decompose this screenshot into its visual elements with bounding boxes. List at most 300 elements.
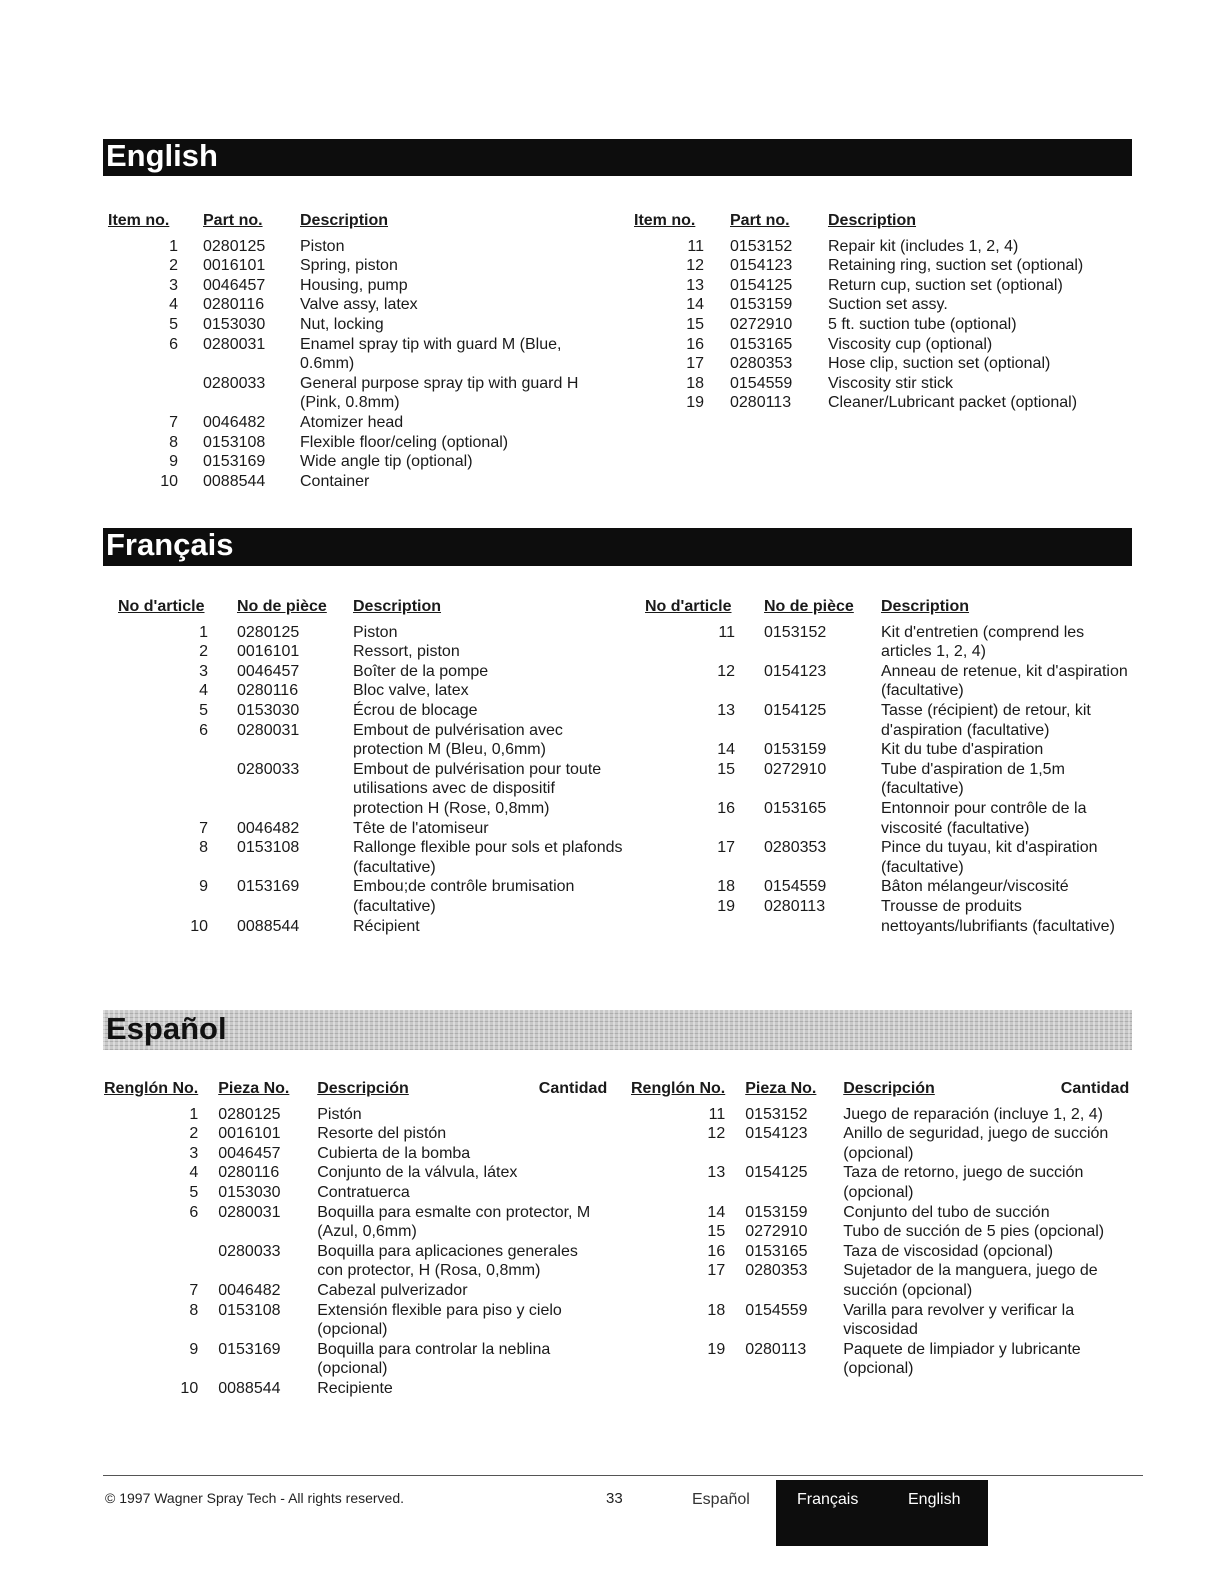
item-number: 11 xyxy=(718,623,735,641)
part-description: Sujetador de la manguera, juego de succión (opcional) xyxy=(843,1262,1098,1299)
spacer xyxy=(735,760,764,799)
part-description: Spring, piston xyxy=(300,257,398,275)
part-number: 0280116 xyxy=(203,296,265,314)
spacer xyxy=(725,1124,745,1163)
header-item: No d'article xyxy=(645,598,732,615)
spacer xyxy=(208,701,237,721)
spacer xyxy=(725,1301,745,1340)
table-row xyxy=(118,760,623,819)
item-number: 12 xyxy=(717,662,735,680)
table-row xyxy=(118,819,623,839)
item-number: 17 xyxy=(717,839,735,857)
table-row xyxy=(104,1242,607,1281)
part-description: Viscosity stir stick xyxy=(828,374,954,392)
part-number: 0153165 xyxy=(730,335,793,353)
section-title-espanol: Español xyxy=(106,1011,227,1046)
part-description: Kit du tube d'aspiration xyxy=(881,741,1044,759)
spacer xyxy=(178,335,203,374)
header-item: Item no. xyxy=(108,212,170,229)
part-number: 0154559 xyxy=(730,374,793,392)
table-row xyxy=(104,1183,607,1203)
item-number: 8 xyxy=(199,839,208,857)
part-description: Conjunto del tubo de succión xyxy=(843,1203,1050,1221)
part-number: 0154123 xyxy=(745,1125,808,1143)
item-number: 8 xyxy=(169,433,178,451)
table-row xyxy=(108,433,602,453)
part-description: Flexible floor/celing (optional) xyxy=(300,433,509,451)
header-item: No d'article xyxy=(118,598,205,615)
part-description: Repair kit (includes 1, 2, 4) xyxy=(828,237,1019,255)
spacer xyxy=(725,1340,745,1379)
table-header xyxy=(634,211,1128,237)
item-number xyxy=(104,1242,198,1281)
spacer xyxy=(198,1301,218,1340)
spacer xyxy=(725,1261,745,1300)
header-description: Description xyxy=(828,212,917,229)
part-number: 0280353 xyxy=(764,839,827,857)
table-row xyxy=(118,917,623,937)
table-row xyxy=(634,295,1128,315)
item-number: 19 xyxy=(686,394,704,412)
section-band-english xyxy=(103,139,1132,176)
part-description: Taza de retorno, juego de succión (opcional) xyxy=(843,1164,1084,1201)
item-number: 3 xyxy=(189,1144,199,1162)
lang-tab-espanol[interactable]: Español xyxy=(692,1491,750,1508)
table-row xyxy=(118,721,623,760)
parts-table-english-left xyxy=(108,211,602,491)
spacer xyxy=(704,237,730,257)
part-number: 0046457 xyxy=(218,1144,281,1162)
part-description: Contratuerca xyxy=(317,1183,410,1201)
part-number: 0280113 xyxy=(745,1340,807,1358)
table-row xyxy=(104,1124,607,1144)
spacer xyxy=(178,452,203,472)
part-number: 0280031 xyxy=(218,1203,281,1221)
spacer xyxy=(198,1183,218,1203)
spacer xyxy=(208,819,237,839)
header-description: Description xyxy=(353,598,442,615)
table-row xyxy=(108,315,602,335)
table-row xyxy=(645,897,1131,936)
header-description-label: Descripción xyxy=(843,1080,935,1097)
table-row xyxy=(108,472,602,492)
table-row xyxy=(631,1222,1129,1242)
parts-table-espanol-left xyxy=(104,1079,607,1399)
part-description: Nut, locking xyxy=(300,315,384,333)
parts-table-francais-left xyxy=(118,597,623,936)
part-description: Piston xyxy=(353,623,398,641)
spacer xyxy=(725,1203,745,1223)
part-description: Tasse (récipient) de retour, kit d'aspiration (facultative) xyxy=(881,701,1091,739)
item-number: 17 xyxy=(707,1262,726,1280)
part-description: Ressort, piston xyxy=(353,643,460,661)
part-description: Embout de pulvérisation pour toute utilisations avec de dispositif protection H (Rose, 0,8mm) xyxy=(353,760,602,817)
item-number: 14 xyxy=(717,741,735,759)
part-number: 0272910 xyxy=(764,760,827,778)
part-description: Écrou de blocage xyxy=(353,701,478,719)
table-row xyxy=(634,374,1128,394)
item-number: 15 xyxy=(717,760,735,778)
table-row xyxy=(634,354,1128,374)
table-row xyxy=(118,877,623,916)
spacer xyxy=(198,1242,218,1281)
part-number: 0016101 xyxy=(203,257,266,275)
part-number: 0153152 xyxy=(730,237,793,255)
footer-language-box xyxy=(776,1480,988,1546)
spacer xyxy=(704,315,730,335)
table-row xyxy=(634,256,1128,276)
spacer xyxy=(198,1163,218,1183)
part-description: Tête de l'atomiseur xyxy=(353,819,489,837)
header-description: Description xyxy=(881,598,970,615)
item-number: 9 xyxy=(199,878,208,896)
part-number: 0280125 xyxy=(203,237,266,255)
parts-table-francais-right xyxy=(645,597,1131,936)
table-row xyxy=(108,237,602,257)
spacer xyxy=(704,354,730,374)
part-number: 0280125 xyxy=(218,1105,281,1123)
part-number: 0153152 xyxy=(745,1105,808,1123)
item-number: 3 xyxy=(169,276,178,294)
part-number: 0046482 xyxy=(203,413,266,431)
header-description xyxy=(317,1079,607,1105)
part-description: Return cup, suction set (optional) xyxy=(828,276,1063,294)
item-number: 5 xyxy=(169,315,178,333)
table-row xyxy=(645,838,1131,877)
part-number: 0280031 xyxy=(203,335,266,353)
part-description: 5 ft. suction tube (optional) xyxy=(828,315,1017,333)
table-row xyxy=(634,276,1128,296)
part-description: Wide angle tip (optional) xyxy=(300,453,473,471)
part-number: 0280125 xyxy=(237,623,300,641)
header-description: Description xyxy=(300,212,389,229)
table-row xyxy=(104,1301,607,1340)
spacer xyxy=(735,897,764,936)
item-number: 9 xyxy=(189,1340,199,1358)
part-number: 0153159 xyxy=(745,1203,808,1221)
item-number: 1 xyxy=(189,1105,199,1123)
item-number: 15 xyxy=(707,1223,726,1241)
part-description: Resorte del pistón xyxy=(317,1125,447,1143)
item-number: 16 xyxy=(707,1242,726,1260)
spacer xyxy=(198,1124,218,1144)
item-number: 6 xyxy=(169,335,178,353)
table-row xyxy=(631,1340,1129,1379)
part-description: Récipient xyxy=(353,917,420,935)
table-row xyxy=(118,681,623,701)
part-number: 0280033 xyxy=(218,1242,281,1260)
header-description xyxy=(843,1079,1129,1105)
item-number: 7 xyxy=(189,1281,199,1299)
section-title-english: English xyxy=(106,138,218,173)
part-description: Pistón xyxy=(317,1105,362,1123)
header-description-label: Descripción xyxy=(317,1080,409,1097)
spacer xyxy=(704,335,730,355)
item-number: 4 xyxy=(199,682,208,700)
item-number: 10 xyxy=(180,1379,199,1397)
part-description: Varilla para revolver y verificar la viscosidad xyxy=(843,1301,1075,1339)
table-row xyxy=(104,1105,607,1125)
header-quantity: Cantidad xyxy=(538,1080,608,1097)
table-row xyxy=(104,1281,607,1301)
spacer xyxy=(735,838,764,877)
item-number: 12 xyxy=(686,257,704,275)
item-number: 1 xyxy=(199,623,208,641)
spacer xyxy=(208,721,237,760)
part-description: Boquilla para controlar la neblina (opcional) xyxy=(317,1340,551,1378)
part-description: Tube d'aspiration de 1,5m (facultative) xyxy=(881,760,1065,798)
table-row xyxy=(118,701,623,721)
part-number: 0154125 xyxy=(745,1164,808,1182)
table-row xyxy=(645,877,1131,897)
part-number: 0280033 xyxy=(237,760,300,778)
table-row xyxy=(645,799,1131,838)
part-description: Entonnoir pour contrôle de la viscosité (facultative) xyxy=(881,799,1087,837)
part-number: 0154125 xyxy=(764,701,827,719)
part-number: 0280353 xyxy=(730,355,793,373)
table-row xyxy=(118,623,623,643)
table-row xyxy=(108,413,602,433)
item-number xyxy=(118,760,208,819)
item-number: 7 xyxy=(169,413,178,431)
footer-copyright: © 1997 Wagner Spray Tech - All rights reserved. xyxy=(105,1490,405,1506)
part-number: 0046457 xyxy=(203,276,266,294)
part-number: 0272910 xyxy=(730,315,793,333)
spacer xyxy=(704,374,730,394)
item-number: 10 xyxy=(160,472,178,490)
spacer xyxy=(208,760,237,819)
part-description: Bloc valve, latex xyxy=(353,682,469,700)
header-part: Part no. xyxy=(203,212,263,229)
part-number: 0153030 xyxy=(218,1183,281,1201)
lang-tab-english[interactable]: English xyxy=(908,1491,961,1508)
header-item: Renglón No. xyxy=(104,1080,199,1097)
part-description: Taza de viscosidad (opcional) xyxy=(843,1242,1054,1260)
table-header xyxy=(631,1079,1129,1105)
spacer xyxy=(198,1281,218,1301)
item-number xyxy=(108,374,178,413)
header-part: Pieza No. xyxy=(218,1080,290,1097)
section-title-francais: Français xyxy=(106,527,234,562)
item-number: 11 xyxy=(687,237,704,255)
part-description: Cleaner/Lubricant packet (optional) xyxy=(828,394,1078,412)
part-number: 0153159 xyxy=(730,296,793,314)
table-row xyxy=(631,1163,1129,1202)
spacer xyxy=(198,1379,218,1399)
table-row xyxy=(631,1242,1129,1262)
part-number: 0154559 xyxy=(745,1301,808,1319)
parts-table-espanol-right xyxy=(631,1079,1129,1379)
item-number: 6 xyxy=(199,721,208,739)
table-row xyxy=(634,315,1128,335)
item-number: 18 xyxy=(686,374,704,392)
item-number: 17 xyxy=(686,355,704,373)
spacer xyxy=(735,740,764,760)
item-number: 5 xyxy=(199,701,208,719)
lang-tab-francais[interactable]: Français xyxy=(797,1491,859,1508)
part-description: Kit d'entretien (comprend les articles 1, 2, 4) xyxy=(881,623,1085,661)
part-number: 0088544 xyxy=(237,917,300,935)
item-number: 19 xyxy=(707,1340,726,1358)
part-number: 0153169 xyxy=(237,878,300,896)
item-number: 18 xyxy=(707,1301,726,1319)
part-number: 0088544 xyxy=(203,472,266,490)
part-number: 0280031 xyxy=(237,721,300,739)
table-row xyxy=(645,623,1131,662)
table-row xyxy=(634,335,1128,355)
part-description: Piston xyxy=(300,237,345,255)
part-number: 0280113 xyxy=(730,394,792,412)
item-number: 18 xyxy=(717,878,735,896)
part-description: Anillo de seguridad, juego de succión (opcional) xyxy=(843,1125,1109,1162)
table-row xyxy=(645,701,1131,740)
table-row xyxy=(645,760,1131,799)
spacer xyxy=(208,877,237,916)
spacer xyxy=(208,623,237,643)
part-description: Viscosity cup (optional) xyxy=(828,335,993,353)
part-description: Trousse de produits nettoyants/lubrifiants (facultative) xyxy=(881,897,1115,935)
part-description: Pince du tuyau, kit d'aspiration (facultative) xyxy=(881,839,1098,876)
table-row xyxy=(104,1144,607,1164)
item-number: 13 xyxy=(707,1164,726,1182)
spacer xyxy=(725,1222,745,1242)
spacer xyxy=(704,256,730,276)
part-number: 0046457 xyxy=(237,662,300,680)
spacer xyxy=(198,1203,218,1242)
table-header xyxy=(104,1079,607,1105)
table-header xyxy=(118,597,623,623)
spacer xyxy=(208,838,237,877)
part-number: 0016101 xyxy=(237,643,300,661)
part-description: Tubo de succión de 5 pies (opcional) xyxy=(843,1223,1105,1241)
part-number: 0153108 xyxy=(203,433,266,451)
table-row xyxy=(108,335,602,374)
spacer xyxy=(178,433,203,453)
spacer xyxy=(178,374,203,413)
spacer xyxy=(725,1242,745,1262)
part-description: Conjunto de la válvula, látex xyxy=(317,1164,518,1182)
part-description: Boîter de la pompe xyxy=(353,662,489,680)
table-header xyxy=(108,211,602,237)
table-row xyxy=(104,1163,607,1183)
item-number: 7 xyxy=(199,819,208,837)
spacer xyxy=(198,1144,218,1164)
part-number: 0046482 xyxy=(237,819,300,837)
spacer xyxy=(735,662,764,701)
part-description: General purpose spray tip with guard H (Pink, 0.8mm) xyxy=(300,374,579,412)
part-description: Hose clip, suction set (optional) xyxy=(828,355,1051,373)
spacer xyxy=(725,1163,745,1202)
table-row xyxy=(645,662,1131,701)
part-number: 0153165 xyxy=(764,799,827,817)
part-description: Extensión flexible para piso y cielo (opcional) xyxy=(317,1301,562,1339)
part-description: Anneau de retenue, kit d'aspiration (facultative) xyxy=(881,662,1128,700)
spacer xyxy=(735,701,764,740)
part-number: 0153108 xyxy=(218,1301,281,1319)
table-row xyxy=(108,452,602,472)
table-row xyxy=(108,276,602,296)
part-description: Housing, pump xyxy=(300,276,408,294)
spacer xyxy=(735,877,764,897)
item-number: 15 xyxy=(686,315,704,333)
part-number: 0154559 xyxy=(764,878,827,896)
part-description: Valve assy, latex xyxy=(300,296,418,314)
spacer xyxy=(704,393,730,413)
section-band-espanol xyxy=(103,1010,1132,1050)
part-number: 0153159 xyxy=(764,741,827,759)
header-part: Part no. xyxy=(730,212,790,229)
item-number: 14 xyxy=(707,1203,726,1221)
spacer xyxy=(208,662,237,682)
footer-divider xyxy=(103,1475,1143,1476)
part-description: Container xyxy=(300,472,370,490)
table-row xyxy=(631,1261,1129,1300)
spacer xyxy=(178,276,203,296)
spacer xyxy=(178,256,203,276)
part-number: 0153169 xyxy=(218,1340,281,1358)
part-description: Embou;de contrôle brumisation (facultative) xyxy=(353,878,575,915)
table-row xyxy=(634,237,1128,257)
part-number: 0154125 xyxy=(730,276,793,294)
item-number: 14 xyxy=(686,296,704,314)
spacer xyxy=(178,472,203,492)
item-number: 2 xyxy=(189,1125,199,1143)
table-row xyxy=(631,1203,1129,1223)
spacer xyxy=(208,681,237,701)
part-number: 0280033 xyxy=(203,374,266,392)
header-part: No de pièce xyxy=(237,598,327,615)
part-number: 0153165 xyxy=(745,1242,808,1260)
spacer xyxy=(208,917,237,937)
table-row xyxy=(104,1379,607,1399)
part-number: 0153108 xyxy=(237,839,300,857)
part-description: Rallonge flexible pour sols et plafonds (facultative) xyxy=(353,839,623,876)
part-description: Cubierta de la bomba xyxy=(317,1144,471,1162)
part-description: Boquilla para esmalte con protector, M (Azul, 0,6mm) xyxy=(317,1203,591,1241)
spacer xyxy=(178,413,203,433)
spacer xyxy=(704,276,730,296)
table-row xyxy=(104,1340,607,1379)
page-number: 33 xyxy=(606,1490,623,1507)
table-row xyxy=(108,374,602,413)
section-band-francais xyxy=(103,528,1132,566)
header-item: Renglón No. xyxy=(631,1080,726,1097)
part-description: Juego de reparación (incluye 1, 2, 4) xyxy=(843,1105,1103,1123)
part-number: 0088544 xyxy=(218,1379,281,1397)
part-description: Suction set assy. xyxy=(828,296,948,314)
item-number: 16 xyxy=(717,799,735,817)
item-number: 3 xyxy=(199,662,208,680)
part-number: 0153169 xyxy=(203,453,266,471)
spacer xyxy=(735,799,764,838)
item-number: 11 xyxy=(708,1105,726,1123)
item-number: 13 xyxy=(717,701,735,719)
item-number: 10 xyxy=(190,917,208,935)
item-number: 13 xyxy=(686,276,704,294)
part-description: Enamel spray tip with guard M (Blue, 0.6mm) xyxy=(300,335,562,373)
parts-table-english-right xyxy=(634,211,1128,413)
item-number: 4 xyxy=(169,296,178,314)
part-number: 0153030 xyxy=(237,701,300,719)
item-number: 2 xyxy=(199,643,208,661)
table-row xyxy=(108,295,602,315)
table-header xyxy=(645,597,1131,623)
part-number: 0280113 xyxy=(764,897,826,915)
table-row xyxy=(631,1105,1129,1125)
part-description: Recipiente xyxy=(317,1379,393,1397)
item-number: 19 xyxy=(717,897,735,915)
spacer xyxy=(704,295,730,315)
